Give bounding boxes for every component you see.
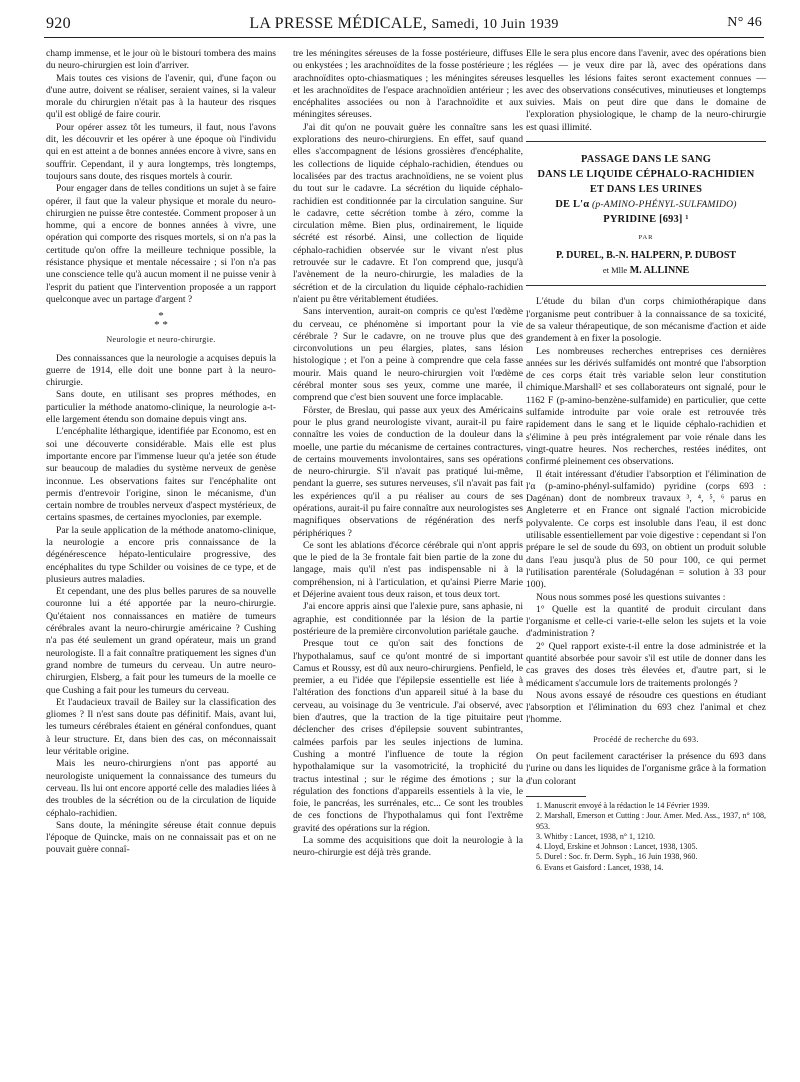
footnote: 5. Durel : Soc. fr. Derm. Syph., 16 Juin 1938, 960. — [536, 852, 698, 862]
journal-name: LA PRESSE MÉDICALE, — [249, 15, 428, 32]
article-title-line: PASSAGE DANS LE SANG — [581, 154, 711, 166]
paragraph: Mais toutes ces visions de l'avenir, qui, d'une façon ou d'une autre, doivent se réaliser, seraient vaines, si la valeur morale du chirurgien n'était pas à la hauteur des risques qu'il est obligé de faire courir. — [46, 72, 276, 121]
journal-title-line — [44, 15, 764, 33]
footnote: 4. Lloyd, Erskine et Johnson : Lancet, 1938, 1305. — [536, 842, 698, 852]
section-subheading: Neurologie et neuro-chirurgie. — [106, 335, 216, 345]
footnote: 6. Evans et Gaisford : Lancet, 1938, 14. — [536, 862, 664, 872]
article-title-line — [526, 197, 766, 212]
column-2 — [293, 48, 523, 860]
article-title-line: ET DANS LES URINES — [589, 184, 703, 196]
paragraph: Les nombreuses recherches entreprises ces dernières années sur les dérivés sulfamidés ont montré que l'absorption de ces corps était très variable selon leur constitution chimique.Marshall² et ses collaborateurs ont signalé, pour le 1162 F (p-amino-benzène-sulfamide) en particulier, que cette sulfamide introduite par voie orale est retrouvée très rapidement dans le sang et le liquide céphalo-rachidien et s'élimine à peu près intégralement par voie rénale dans les vingt-quatre heures. Nos recherches, restées inédites, ont confirmé pleinement ces observations. — [526, 345, 766, 468]
paragraph: Et cependant, une des plus belles parures de sa nouvelle couronne lui a été apportée par la neuro-chirurgie. Qu'étaient nos connaissances en matière de tumeurs cérébrales avant la neuro-chirurgie américaine ? Cushing n'a pas été seulement un grand opérateur, mais un grand neurologiste. Il a fait connaître pratiquement les signes d'un grand nombre de tumeurs du cerveau. Un autre neuro-chirurgien, Elsberg, a fait pour les tumeurs de la moelle ce que Cushing a fait pour les tumeurs du cerveau. — [46, 586, 276, 696]
paragraph: champ immense, et le jour où le bistouri tombera des mains du neuro-chirurgien est loin d'arriver. — [46, 48, 276, 72]
footnote: 1. Manuscrit envoyé à la rédaction le 14 Février 1939. — [536, 800, 710, 810]
paragraph: J'ai dit qu'on ne pouvait guère les connaître sans les explorations des neuro-chirurgiens. En effet, sauf quand elles s'accompagnent de lésions grossières d'encéphalite, les collections de liquide céphalo-rachidien, étendues ou localisées par des tractus arachnoïdiens, ne se voient plus du tout sur le cadavre. La sécrétion du liquide céphalo-rachidien est conditionnée par la circulation sanguine. Sur le cadavre, cette sécrétion tombe à zéro, comme la circulation même. Bien plus, ordinairement, le liquide sécrété est résorbé. Ainsi, une collection de liquide céphalo-rachidien observée sur le vivant n'est plus retrouvée sur le cadavre. Et l'on comprend que, jusqu'à l'avènement de la neuro-chirurgie, les maladies de la sécrétion et de la circulation du liquide céphalo-rachidien n'aient pu être véritablement étudiées. — [293, 121, 523, 305]
paragraph: Mais les neuro-chirurgiens n'ont pas apporté au neurologiste uniquement la connaissance des tumeurs du cerveau. Ils lui ont encore apporté celle des maladies liées à des troubles de la sécrétion ou de la circulation de liquide céphalo-rachidien. — [46, 758, 276, 819]
issue-date: Samedi, 10 Juin 1939 — [431, 17, 559, 32]
paragraph: L'encéphalite léthargique, identifiée par Economo, est en soi une découverte considérable. Mais elle est plus importante encore par l'immense lueur qu'a jetée son étude sur beaucoup de maladies du système nerveux de genèse inconnue. Les observations faites sur l'encéphalite ont permis d'entrevoir l'origine, sinon le mécanisme, d'un certain nombre de troubles nerveux d'aspect mystérieux, de certains spasmes, de certaines myoclonies, par exemple. — [46, 426, 276, 524]
paragraph: 2° Quel rapport existe-t-il entre la dose administrée et la quantité absorbée pour savoir s'il est utile de donner dans les cas graves des doses très élevées et, d'autre part, si le médicament s'accumule lors de traitements prolongés ? — [526, 640, 766, 689]
paragraph: Il était intéressant d'étudier l'absorption et l'élimination de l'α (p-amino-phényl-sulfamido) pyridine (corps 693 : Dagénan) dont de nombreux travaux ³, ⁴, ⁵, ⁶ parus en Angleterre et en France ont signalé l'action microbicide polyvalente. Ce corps est insoluble dans l'eau, il est donc utilisable essentiellement par voie digestive : cependant si l'on prépare le sel de soude du 693, on obtient un produit soluble dans l'eau jusqu'à plus de 50 pour 100, ce qui permet l'utilisation parentérale (Soludagénan = solution à 33 pour 100). — [526, 468, 766, 591]
paragraph: Sans doute, en utilisant ses propres méthodes, en particulier la méthode anatomo-clinique, la neurologie a-t-elle largement étendu son domaine depuis vingt ans. — [46, 389, 276, 426]
paragraph: Förster, de Breslau, qui passe aux yeux des Américains pour le plus grand neurologiste vivant, aurait-il pu faire connaître les voies de conduction de la douleur dans la moelle, une partie du mécanisme de certaines contractures, de certains mouvements involontaires, sans ses opérations de neuro-chirurgie. S'il n'avait pas pratiqué lui-même, pendant la guerre, ses sutures nerveuses, s'il n'avait pas fait les expériences qu'il a pu réaliser au cours de ses opérations, aurait-il pu faire connaître aux neurologistes ses magnifiques observations de régénération des nerfs périphériques ? — [293, 404, 523, 539]
article-divider — [526, 141, 766, 142]
paragraph: Elle le sera plus encore dans l'avenir, avec des opérations bien réglées — je veux dire par là, avec des opérations dans lesquelles les lésions faites seront exactement connues — avec des observations consécutives, minutieuses et longtemps suivies. Mais on peut dire que dans le domaine de l'exploration physiologique, le champ de la neuro-chirurgie est quasi illimité. — [526, 48, 766, 133]
paragraph: 1° Quelle est la quantité de produit circulant dans l'organisme et celle-ci varie-t-elle selon les sujets et la voie d'administration ? — [526, 603, 766, 640]
article-title-compound: (p-AMINO-PHÉNYL-SULFAMIDO) — [592, 199, 737, 211]
section-separator-stars: * * * — [154, 310, 168, 332]
paragraph: On peut facilement caractériser la présence du 693 dans l'urine ou dans les liquides de l'organisme grâce à la formation d'un colorant — [526, 751, 766, 787]
footnotes — [526, 801, 766, 873]
paragraph: Par la seule application de la méthode anatomo-clinique, la neurologie a encore pris connaissance de la dégénérescence hépato-lenticulaire progressive, des encéphalites du type Schilder ou voisines de ce type, et de plusieurs autres maladies. — [46, 524, 276, 585]
footnote: 2. Marshall, Emerson et Cutting : Jour. Amer. Med. Ass., 1937, n° 108, 953. — [536, 811, 766, 831]
paragraph: Des connaissances que la neurologie a acquises depuis la guerre de 1914, elle doit une bonne part à la neuro-chirurgie. — [46, 352, 276, 389]
paragraph: Sans doute, la méningite séreuse était connue depuis l'époque de Quincke, mais on ne connaissait pas et on ne pouvait guère connaî- — [46, 819, 276, 856]
by-label: PAR — [638, 234, 654, 242]
footnote-rule — [526, 796, 586, 797]
page-header — [44, 13, 764, 38]
column-1 — [46, 48, 276, 857]
paragraph: Sans intervention, aurait-on compris ce qu'est l'œdème du cerveau, ce phénomène si important pour la vie cérébrale ? Sur le cadavre, on ne trouve plus que des circonvolutions un peu élargies, plates, sans lésion histologique ; et l'on a peine à comprendre que cela fasse mourir. Mais quand le neuro-chirurgien voit l'œdème cérébral monter sous ses yeux, comme une marée, il comprend que c'est bien souvent une force implacable. — [293, 306, 523, 404]
issue-number: N° 46 — [727, 15, 762, 30]
paragraph: Pour opérer assez tôt les tumeurs, il faut, nous l'avons dit, les découvrir et les opérer à une époque où l'individu qui en est atteint a de bonnes années encore à vivre, sans en souffrir. Cependant, il y aura longtemps, très longtemps, toujours sans doute, des risques mortels à courir. — [46, 121, 276, 182]
article-title — [526, 152, 766, 227]
article-title-line: DANS LE LIQUIDE CÉPHALO-RACHIDIEN — [537, 169, 755, 181]
authors-last: M. ALLINNE — [629, 265, 690, 277]
paragraph: tre les méningites séreuses de la fosse postérieure, diffuses ou enkystées ; les arachnoïdites de la fosse postérieure ; les arachnoïdites opto-chiasmatiques ; les méningites séreuses et les arachnoïdites de l'espace arachnoïdien antérieur ; les encéphalites associées ou non à l'arachnoïdite et aux méningites séreuses. — [293, 48, 523, 121]
authors-conjunction: et Mlle — [602, 265, 628, 276]
authors-line — [526, 263, 766, 278]
paragraph: Ce sont les ablations d'écorce cérébrale qui n'ont appris que le pied de la 3e frontale fait bien partie de la zone du langage, mais qu'il n'est pas indispensable ni à la compréhension, ni à l'articulation, et qu'ainsi Pierre Marie et Déjerine avaient tous deux raison, et tous deux tort. — [293, 539, 523, 601]
article-authors — [526, 248, 766, 278]
column-3 — [526, 48, 766, 873]
paragraph: Nous nous sommes posé les questions suivantes : — [536, 591, 726, 603]
paragraph: J'ai encore appris ainsi que l'alexie pure, sans aphasie, ni agraphie, est conditionnée par la lésion de la partie postérieure de la première circonvolution pariétale gauche. — [293, 601, 523, 637]
paragraph: La somme des acquisitions que doit la neurologie à la neuro-chirurgie est déjà très grande. — [293, 835, 523, 859]
page-number: 920 — [46, 15, 71, 32]
article-divider — [526, 285, 766, 286]
paragraph: L'étude du bilan d'un corps chimiothérapique dans l'organisme peut contribuer à la connaissance de sa toxicité, de sa valeur thérapeutique, de son mécanisme d'action et aide grandement à en fixer la posologie. — [526, 296, 766, 345]
article-title-line: PYRIDINE [693] ¹ — [603, 214, 689, 226]
article-title-prefix: DE L'α — [555, 199, 592, 211]
paragraph: Et l'audacieux travail de Bailey sur la classification des gliomes ? Il n'est sans doute pas définitif. Mais, avant lui, les tumeurs cérébrales étaient en général confondues, quant à leur structure. Et, dans bien des cas, on méconnaissait leur véritable origine. — [46, 696, 276, 758]
paragraph: Nous avons essayé de résoudre ces questions en étudiant l'absorption et l'élimination du 693 chez l'animal et chez l'homme. — [526, 689, 766, 726]
footnote: 3. Whitby : Lancet, 1938, n° 1, 1210. — [536, 831, 656, 841]
paragraph: Pour engager dans de telles conditions un sujet à se faire opérer, il faut que la valeur physique et morale du neuro-chirurgien ne puisse être contestée. Comment proposer à un homme, qui a encore de bonnes années à vivre, une opération qui comporte des risques mortels, si on n'a pas la certitude qu'on offre la meilleure technique possible, la résistance physique et mentale nécessaire ; si l'on n'a pas une conscience telle qu'à aucun moment il ne puisse venir à l'esprit du patient que l'intervention proposée a un rapport quelconque avec un partage d'argent ? — [46, 183, 276, 305]
section-subheading: Procédé de recherche du 693. — [593, 734, 699, 744]
authors-line: P. DUREL, B.-N. HALPERN, P. DUBOST — [555, 250, 737, 262]
paragraph: Presque tout ce qu'on sait des fonctions de l'hypothalamus, sauf ce qu'ont montré de si important Camus et Roussy, est dû aux neuro-chirurgiens. Penfield, le premier, a eu l'idée que l'épilepsie essentielle est liée à l'altération des fonctions d'un appareil situé à la base du cerveau, au voisinage du 3e ventricule. J'ai observé, avec bien d'autres, que la traction de la tige pituitaire peut déclencher des crises d'épilepsie souvent subintrantes, calmées parfois par les seules injections de lumina. Cushing a montré l'influence de toute la région hypothalamique sur la vasomotricité, la trophicité du tractus intestinal ; sur le régime des émotions ; sur la régulation des fonctions d'appareils essentiels à la vie, le foie, le pancréas, les surrénales, etc... Ce sont les troubles de ces fonctions de l'hypothalamus qui font l'extrême gravité des opérations sur la région. — [293, 638, 523, 834]
